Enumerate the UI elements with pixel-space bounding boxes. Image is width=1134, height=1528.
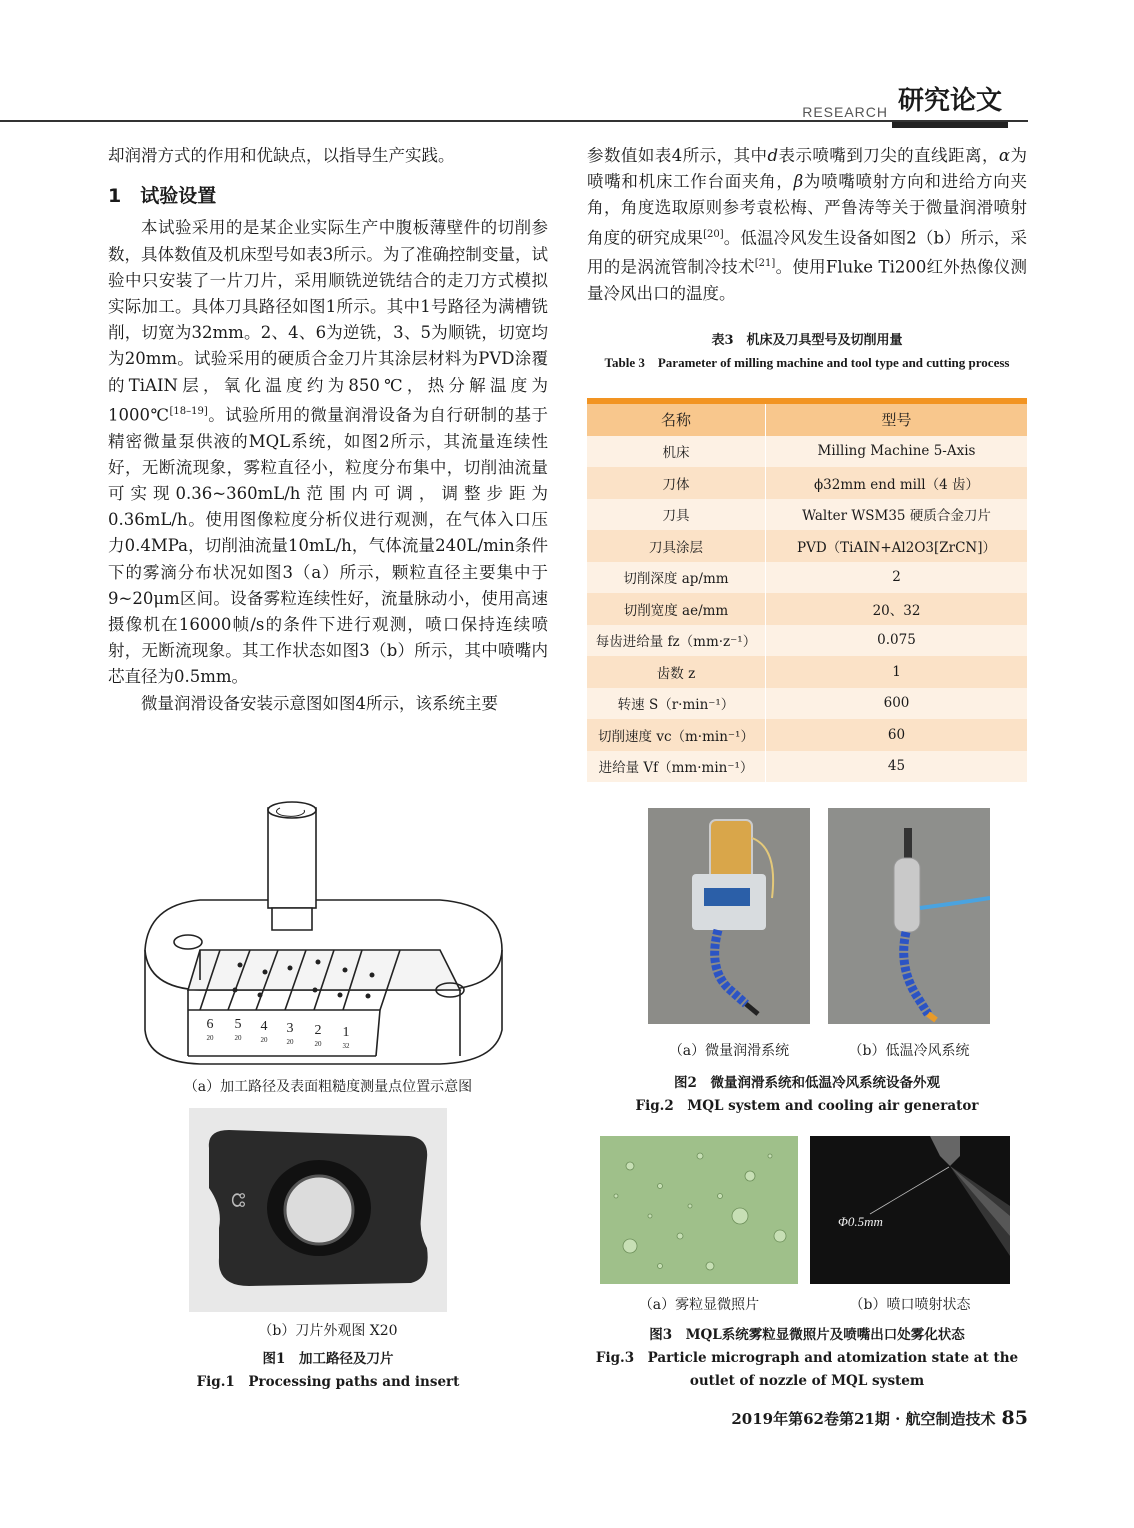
section-heading: 1 试验设置 — [108, 185, 217, 208]
table-cell: 进给量 Vf（mm·min⁻¹） — [587, 751, 766, 783]
insert-photo — [189, 1108, 447, 1312]
table-row — [587, 688, 1027, 720]
paragraph-text: 。使用Fluke Ti200红外热像仪测量冷风出口的温度。 — [587, 257, 1028, 304]
citation: [18–19] — [169, 405, 208, 417]
table-cell: 切削深度 ap/mm — [587, 562, 766, 594]
fig1a-caption: （a）加工路径及表面粗糙度测量点位置示意图 — [183, 1079, 473, 1095]
paragraph — [108, 215, 548, 690]
parameter-table — [587, 398, 1027, 782]
fig3-caption-en: Fig.3 Particle micrograph and atomization state at the outlet of nozzle of MQL system — [595, 1350, 1019, 1389]
header-section-title: 研究论文 — [892, 82, 1008, 128]
table-cell: 切削速度 vc（m·min⁻¹） — [587, 719, 766, 751]
fig1-caption-en: Fig.1 Processing paths and insert — [196, 1374, 460, 1390]
citation: [20] — [703, 228, 724, 240]
math-var: α — [998, 146, 1011, 165]
table-caption-en: Table 3 Parameter of milling machine and tool type and cutting process — [604, 355, 1010, 370]
page-footer — [731, 1407, 1028, 1429]
table-cell: 20、32 — [872, 602, 921, 619]
table-cell: ϕ32mm end mill（4 齿） — [813, 476, 980, 493]
paragraph: 却润滑方式的作用和优缺点，以指导生产实践。 — [108, 146, 455, 165]
citation: [21] — [754, 258, 776, 270]
table-cell: PVD（TiAIN+Al2O3[ZrCN]） — [796, 539, 996, 556]
journal-info: 2019年第62卷第21期 · 航空制造技术 — [731, 1410, 996, 1428]
path-width: 20 — [260, 1036, 268, 1044]
table-cell: 齿数 z — [587, 656, 766, 688]
table-header: 型号 — [881, 411, 912, 430]
table-row — [587, 562, 1027, 594]
table-row — [587, 530, 1027, 562]
paragraph-text: 。低温冷风发生设备如图2（b）所示，采用的是涡流管制冷技术 — [587, 228, 1028, 277]
table-row — [587, 467, 1027, 499]
left-column-text — [108, 143, 548, 717]
table-cell: 切削宽度 ae/mm — [587, 593, 766, 625]
cooling-air-drawing — [828, 808, 990, 1024]
mql-system-photo — [648, 808, 810, 1024]
fig2-caption — [587, 1072, 1027, 1118]
path-number: 4 — [260, 1019, 268, 1034]
nozzle-spray-drawing — [810, 1136, 1010, 1284]
table-row — [587, 593, 1027, 625]
fig2-caption-en: Fig.2 MQL system and cooling air generator — [635, 1098, 979, 1114]
table-cell: 机床 — [587, 436, 766, 468]
nozzle-diameter-label: Φ0.5mm — [838, 1214, 883, 1229]
droplet-micrograph-drawing — [600, 1136, 798, 1284]
path-width: 32 — [342, 1042, 350, 1050]
path-number: 6 — [206, 1017, 214, 1032]
right-column-text — [587, 143, 1027, 307]
table-cell: 刀具 — [587, 499, 766, 531]
fig3b-caption: （b）喷口喷射状态 — [849, 1297, 971, 1313]
table-row — [587, 656, 1027, 688]
droplet-micrograph — [600, 1136, 798, 1284]
fig2-caption-cn: 图2 微量润滑系统和低温冷风系统设备外观 — [674, 1075, 940, 1091]
table-cell: 每齿进给量 fz（mm·z⁻¹） — [587, 625, 766, 657]
insert-photo-drawing — [189, 1108, 447, 1312]
fig3-caption — [587, 1324, 1027, 1393]
table-row — [587, 436, 1027, 468]
fig3a-caption: （a）雾粒显微照片 — [638, 1297, 760, 1313]
fig1-caption — [108, 1348, 548, 1394]
paragraph-text: 表示喷嘴到刀尖的直线距离， — [778, 146, 999, 165]
header-rule — [0, 120, 1028, 122]
table-caption — [587, 330, 1027, 374]
fig1-caption-cn: 图1 加工路径及刀片 — [262, 1351, 394, 1367]
path-width: 20 — [314, 1040, 322, 1048]
svg-text:☊: ☊ — [229, 1192, 249, 1208]
table-cell: 1 — [892, 663, 901, 680]
fig1b-caption: （b）刀片外观图 X20 — [258, 1323, 398, 1339]
machining-path-diagram — [140, 800, 510, 1072]
table-row — [587, 751, 1027, 783]
table-header-row — [587, 401, 1027, 436]
table-cell: 2 — [892, 569, 901, 586]
mql-system-drawing — [648, 808, 810, 1024]
table-cell: 刀具涂层 — [587, 530, 766, 562]
path-width: 20 — [206, 1034, 214, 1042]
path-width: 20 — [286, 1038, 294, 1046]
table-cell: 转速 S（r·min⁻¹） — [587, 688, 766, 720]
table-cell: Walter WSM35 硬质合金刀片 — [802, 508, 991, 525]
table-row — [587, 499, 1027, 531]
table-cell: 0.075 — [877, 632, 916, 649]
paragraph-text: 参数值如表4所示，其中 — [587, 146, 768, 165]
path-width: 20 — [234, 1034, 242, 1042]
table-caption-cn: 表3 机床及刀具型号及切削用量 — [711, 333, 903, 348]
math-var: β — [793, 172, 804, 192]
path-number: 1 — [342, 1025, 350, 1040]
page-number: 85 — [1001, 1407, 1028, 1429]
nozzle-spray-photo — [810, 1136, 1010, 1284]
table-cell: 45 — [887, 758, 906, 775]
path-number: 3 — [286, 1021, 294, 1036]
fig3-caption-cn: 图3 MQL系统雾粒显微照片及喷嘴出口处雾化状态 — [649, 1327, 965, 1343]
cooling-air-photo — [828, 808, 990, 1024]
table-cell: 刀体 — [587, 467, 766, 499]
table-cell: 600 — [883, 695, 910, 712]
paragraph-text: 为喷嘴喷射方向和进给方向夹角，角度选取原则参考袁松梅、严鲁涛等关于微量润滑喷射角度的研究成果 — [587, 172, 1028, 248]
table-header: 名称 — [587, 401, 766, 436]
fig2a-caption: （a）微量润滑系统 — [668, 1043, 790, 1059]
paragraph-text: 为喷嘴和机床工作台面夹角， — [587, 146, 1027, 192]
table-cell: 60 — [887, 726, 906, 743]
paragraph — [587, 143, 1027, 307]
table-cell: Milling Machine 5-Axis — [817, 443, 976, 460]
header-research-label: RESEARCH — [802, 104, 888, 120]
path-number: 2 — [314, 1023, 322, 1038]
paragraph: 微量润滑设备安装示意图如图4所示，该系统主要 — [141, 693, 498, 713]
paragraph-text: 。试验所用的微量润滑设备为自行研制的基于精密微量泵供液的MQL系统，如图2所示，其流量连续性好，无断流现象，雾粒直径小，粒度分布集中，切削油流量可实现0.36~360mL/h范围内可调，调整步距为0.36mL/h。使用图像粒度分析仪进行观测，在气体入口压力0.4MPa，切削油流量10mL/h，气体流量240L/min条件下的雾滴分布状况如图3（a）所示，颗粒直径主要集中于9~20μm区间。设备雾粒连续性好，流量脉动小，使用高速摄像机在16000帧/s的条件下进行观测，喷口保持连续喷射，无断流现象。其工作状态如图3（b）所示，其中喷嘴内芯直径为0.5mm。 — [108, 405, 549, 687]
table-row — [587, 719, 1027, 751]
paragraph-text: 本试验采用的是某企业实际生产中腹板薄壁件的切削参数，具体数值及机床型号如表3所示。为了准确控制变量，试验中只安装了一片刀片，采用顺铣逆铣结合的走刀方式模拟实际加工。具体刀具路径如图1所示。其中1号路径为满槽铣削，切宽为32mm。2、4、6为逆铣，3、5为顺铣，切宽均为20mm。试验采用的硬质合金刀片其涂层材料为PVD涂覆的TiAIN层，氧化温度约为850℃，热分解温度为1000℃ — [108, 218, 548, 425]
fig2b-caption: （b）低温冷风系统 — [848, 1043, 970, 1059]
path-number: 5 — [234, 1017, 242, 1032]
math-var: d — [767, 146, 779, 165]
table-row — [587, 625, 1027, 657]
